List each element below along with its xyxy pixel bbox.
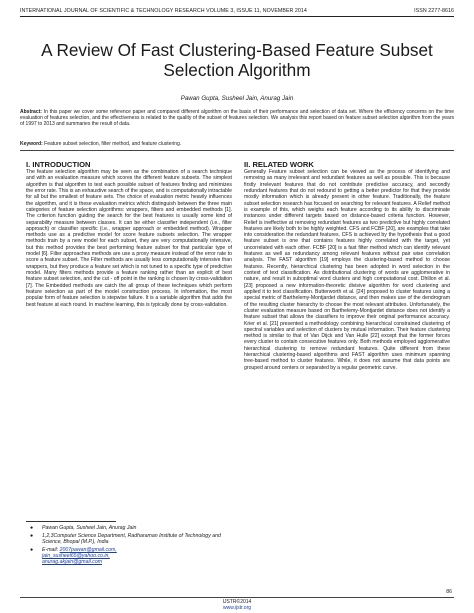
- email-link-3[interactable]: anurag.akjain@gmail.com: [42, 559, 103, 566]
- bullet-icon: ●: [30, 532, 34, 539]
- footnote-item-authors: ● Pawan Gupta, Susheel Jain, Anurag Jain: [30, 525, 137, 531]
- left-column: [26, 160, 232, 308]
- email-link-2[interactable]: jain_susheel65@yahoo.co.in,: [42, 553, 110, 560]
- footnote-divider: [26, 521, 116, 522]
- email-link-1[interactable]: 2007pawan@gmail.com,: [59, 546, 117, 553]
- header-divider: [20, 16, 454, 17]
- right-column: [244, 160, 450, 371]
- introduction-text: The feature selection algorithm may be seen as the combination of a search technique and with an evaluation measure which scores the different feature subsets. The simplest algorithm is that algorithm to test each possible subset of features finding and minimizes the error rate. This is an exhaustive search of the space, and is computationally intractable for all but the smallest of feature sets. The choice of evaluation metric heavily influences the algorithm, and it is these evaluation metrics which distinguish between the three main categories of feature selection algorithms: wrappers, filters and embedded methods [1]. The criterion function guiding the search for the best features is usually some kind of separability measure between classes. It can be either classifier independent (i.e., filter approach) or classifier specific (i.e., wrapper approach or embedded method). Wrapper methods use as a predictive model for score feature subsets selection. The wrapper methods train by a new model for each subset, they are very computationally intensive, but this method provides the best performing feature subset for that particular type of model [6]. Filter approaches methods are use a proxy measure instead of the error rate to score a feature subset. The Filter methods are usually less computationally intensive than wrappers, but they produce a feature set which is not tuned to a specific type of predictive model. Many filters methods provide a feature ranking rather than an explicit of best feature subset selection, and the cut - off point in the ranking is chosen by cross-validation [7]. The Embedded methods are catch the all group of these techniques which perform feature selection as part of the model construction process. In information, the most popular form of feature selection is stepwise failure. It is a variable algorithm that adds the best feature at each round. In machine learning, this is typically done by cross-validation.: [26, 169, 232, 308]
- abstract: [20, 109, 454, 127]
- footer-copyright: IJSTR©2014: [222, 599, 252, 605]
- abstract-text: In this paper we cover some reference paper and compared different algorithm on the basis of their performance and selection of data set. Where the efficiency concerns on the time evaluation of features selection, and the effectiveness is related to the quality of the subset of features selection. We analysis this report based on feature subset selection algorithm from the years of 1997 to 2013 and summaries the result of data.: [20, 109, 454, 127]
- journal-name: INTERNATIONAL JOURNAL OF SCIENTIFIC & TECHNOLOGY RESEARCH VOLUME 3, ISSUE 11, NOVEMBER 2014: [20, 8, 307, 14]
- email-label: E-mail:: [42, 546, 60, 553]
- issn: ISSN 2277-8616: [414, 8, 454, 14]
- paper-title: A Review Of Fast Clustering-Based Feature Subset Selection Algorithm: [41, 40, 433, 80]
- keywords-label: Keyword:: [20, 141, 43, 147]
- bullet-icon: ●: [30, 525, 34, 531]
- page-footer: [0, 599, 474, 611]
- author-footnote: [26, 525, 226, 567]
- related-work-text: Generally Feature subset selection can be viewed as the process of identifying and removing as many irrelevant and redundant features as well as possible. This is because firstly irrelevant features that do not contribute predictive accuracy, and secondly redundant features that do not redound to getting a better predictor for that they provide mostly information which is already present in other feature. Traditionally, the feature subset selection research has focused on searching for relevant features. A Relief method is example of this, which weighs each feature according to its ability to discriminate instances under different targets based on distance-based criteria function. However, Relief is ineffective at removing redundant features as two predictive but highly correlated features are likely both to be highly weighted. CFS and FCBF [20], are examples that take into consideration the redundant features. CFS is achieved by the hypothesis that a good feature subset is one that contains features highly correlated with the target, yet uncorrelated with each other. FCBF [20] is a fast filter method which can identify relevant features as well as redundancy among relevant features without pair wise correlation analysis. The FAST algorithm [19] employs the clustering-based method to choose features. Recently, hierarchical clustering has been adopted in word selection in the context of text classification. As distributional clustering of words are agglomerative in nature, and result in suboptimal word clusters and high computational cost. Dhillon et al. [23] proposed a new information-theoretic divisive algorithm for word clustering and applied it to text classification. Butterworth et al. [24] proposed to cluster features using a special metric of Barthelemy-Montjardet distance, and then makes use of the dendrogram of the resulting cluster hierarchy to choose the most relevant attributes. Unfortunately, the cluster evaluation measure based on Barthelemy-Montjardet distance does not identify a feature subset that allows the classifiers to improve their original performance accuracy. Krier et al. [21] presented a methodology combining hierarchical constrained clustering of spectral variables and selection of clusters by mutual information. Their feature clustering method is similar to that of Van Dijck and Van Hulle [22] except that the former forces every cluster to contain consecutive features only. Both methods employed agglomerative hierarchical clustering to remove redundant features. Quite different from these hierarchical clustering-based algorithms and FAST algorithm uses minimum spanning tree-based method to cluster features. While, it does not assume that data points are grouped around centers or separated by a regular geometric curve.: [244, 169, 450, 371]
- footnote-item-email: [26, 547, 226, 566]
- footer-website-link[interactable]: www.ijstr.org: [222, 605, 252, 611]
- section-heading-related-work: II. RELATED WORK: [244, 160, 314, 169]
- keywords-divider: [20, 150, 454, 151]
- keywords-text: Feature subset selection, filter method, and feature clustering.: [42, 141, 182, 147]
- section-heading-introduction: I. INTRODUCTION: [26, 160, 91, 169]
- bullet-icon: ●: [30, 546, 34, 553]
- journal-header: [20, 8, 454, 14]
- author-line: Pawan Gupta, Susheel Jain, Anurag Jain: [180, 95, 294, 102]
- footnote-item-affiliation: ● 1,2,3Computer Science Department, Radharaman Institute of Technology and Science, Bhopal (M.P.), India: [30, 532, 221, 546]
- abstract-label: Abstract:: [20, 109, 42, 115]
- keywords: [20, 141, 454, 147]
- page-number: 86: [446, 589, 452, 595]
- footer-divider: [20, 597, 454, 598]
